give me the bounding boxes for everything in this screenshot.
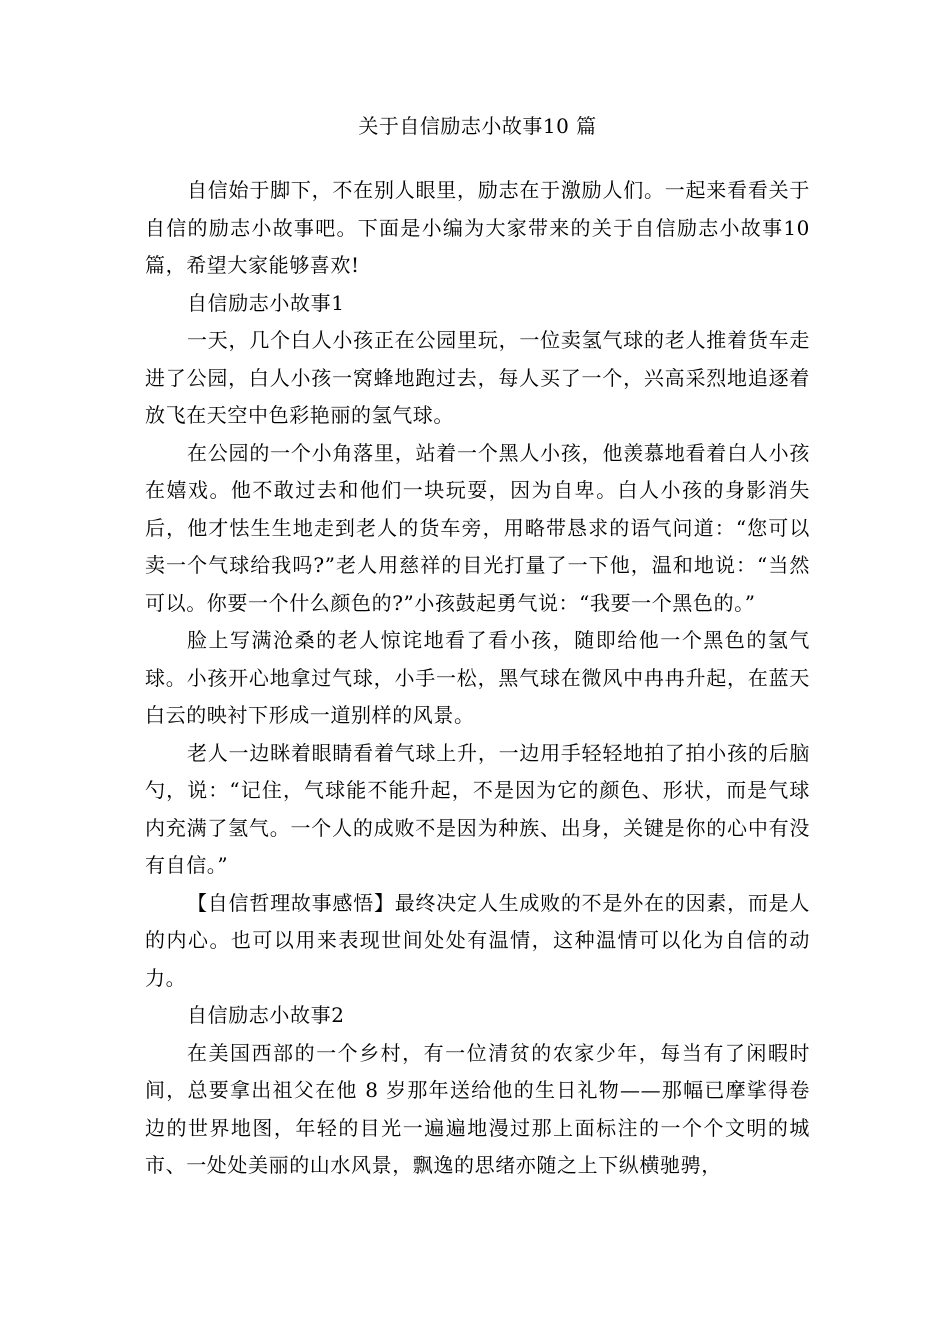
story-1-paragraph-3: 脸上写满沧桑的老人惊诧地看了看小孩，随即给他一个黑色的氢气球。小孩开心地拿过气球，小手一松，黑气球在微风中冉冉升起，在蓝天白云的映衬下形成一道别样的风景。 <box>145 628 810 727</box>
story-1-heading: 自信励志小故事1 <box>187 290 345 315</box>
story-1-paragraph-2: 在公园的一个小角落里，站着一个黑人小孩，他羡慕地看着白人小孩在嬉戏。他不敢过去和他们一块玩耍，因为自卑。白人小孩的身影消失后，他才怯生生地走到老人的货车旁，用略带恳求的语气问道：“您可以卖一个气球给我吗?”老人用慈祥的目光打量了一下他，温和地说：“当然可以。你要一个什么颜色的?”小孩鼓起勇气说：“我要一个黑色的。” <box>145 440 810 615</box>
document-title: 关于自信励志小故事10 篇 <box>358 114 597 138</box>
story-1-insight: 【自信哲理故事感悟】最终决定人生成败的不是外在的因素，而是人的内心。也可以用来表现世间处处有温情，这种温情可以化为自信的动力。 <box>145 890 810 990</box>
intro-paragraph: 自信始于脚下，不在别人眼里，励志在于激励人们。一起来看看关于自信的励志小故事吧。下面是小编为大家带来的关于自信励志小故事10 篇，希望大家能够喜欢! <box>145 178 810 277</box>
document-body <box>145 172 810 1185</box>
story-2-heading: 自信励志小故事2 <box>187 1003 345 1027</box>
story-2-paragraph-1: 在美国西部的一个乡村，有一位清贫的农家少年，每当有了闲暇时间，总要拿出祖父在他 8 岁那年送给他的生日礼物——那幅已摩挲得卷边的世界地图，年轻的目光一遍遍地漫过那上面标注的一个个文明的城市、一处处美丽的山水风景，飘逸的思绪亦随之上下纵横驰骋， <box>145 1040 810 1177</box>
story-1-paragraph-4: 老人一边眯着眼睛看着气球上升，一边用手轻轻地拍了拍小孩的后脑勺，说：“记住，气球能不能升起，不是因为它的颜色、形状，而是气球内充满了氢气。一个人的成败不是因为种族、出身，关键是你的心中有没有自信。” <box>145 740 810 877</box>
story-1-paragraph-1: 一天，几个白人小孩正在公园里玩，一位卖氢气球的老人推着货车走进了公园，白人小孩一窝蜂地跑过去，每人买了一个，兴高采烈地追逐着放飞在天空中色彩艳丽的氢气球。 <box>145 328 810 427</box>
